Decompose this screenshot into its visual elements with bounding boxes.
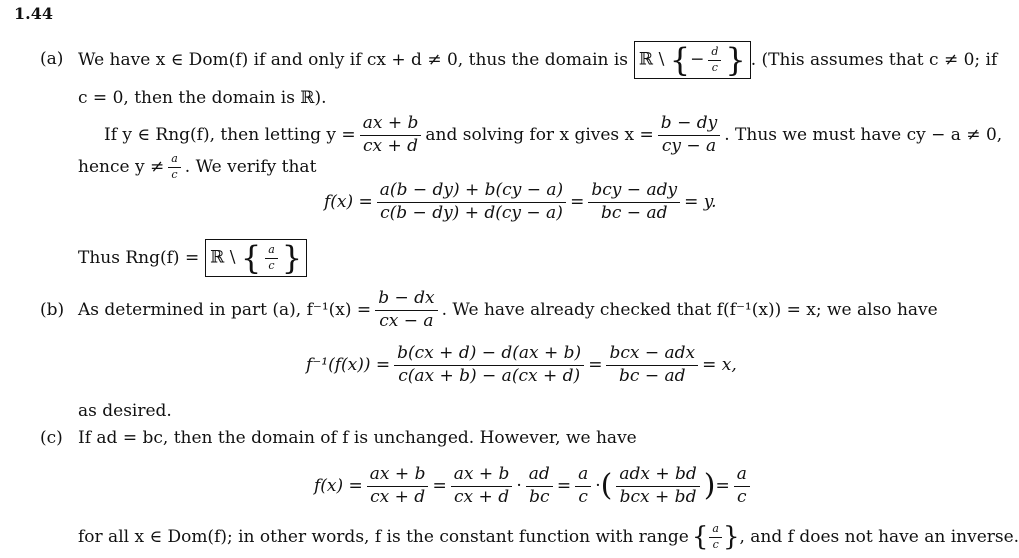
part-a-line4 bbox=[78, 151, 317, 181]
part-b-equation bbox=[306, 340, 737, 390]
left-brace: { bbox=[669, 41, 691, 79]
line3-mid: and solving for x gives x = bbox=[425, 125, 654, 145]
left-paren: ( bbox=[600, 468, 613, 503]
part-b-closing: as desired. bbox=[78, 401, 172, 421]
part-a-label: (a) bbox=[40, 49, 64, 69]
eq-lhs: f⁻¹(f(x)) = bbox=[306, 355, 391, 375]
eq-lhs: f(x) = bbox=[314, 476, 363, 496]
eq-tail: = y. bbox=[684, 192, 717, 212]
domain-fraction: $\frac{d}{c}$ bbox=[708, 46, 721, 74]
closing-fraction: $\frac{a}{c}$ bbox=[709, 523, 722, 551]
left-brace: { bbox=[691, 522, 709, 552]
right-brace: } bbox=[722, 522, 740, 552]
part-c-label: (c) bbox=[40, 428, 63, 448]
problem-number: 1.44 bbox=[14, 4, 53, 23]
part-b-label: (b) bbox=[40, 300, 65, 320]
part-a-line1-tail: . (This assumes that c ≠ 0; if bbox=[750, 50, 998, 70]
dot-1: · bbox=[516, 476, 522, 496]
line4-tail: . We verify that bbox=[184, 157, 317, 177]
left-brace: { bbox=[240, 239, 262, 277]
range-pre: Thus Rng(f) = bbox=[78, 248, 200, 268]
eq-fraction-1: $\frac{b(cx + d) - d(ax + b)}{c(ax + b) - a(cx + d)}$ bbox=[394, 344, 584, 386]
eq-fraction-2: $\frac{\text{bcy − ady}}{bc - ad}$ bbox=[588, 181, 680, 223]
part-b-line1 bbox=[78, 287, 938, 333]
c-fraction-4: $\frac{a}{c}$ bbox=[575, 465, 591, 507]
line4-pre: hence y ≠ bbox=[78, 157, 165, 177]
part-c-equation bbox=[314, 460, 754, 512]
part-a-line3 bbox=[104, 110, 1002, 160]
c-fraction-3: $\frac{ad}{bc}$ bbox=[526, 465, 553, 507]
eq-equals-2: = bbox=[556, 476, 572, 496]
right-paren: ) bbox=[703, 468, 716, 503]
part-c-closing bbox=[78, 521, 1019, 553]
range-fraction: $\frac{a}{c}$ bbox=[265, 244, 278, 272]
eq-equals-1: = bbox=[432, 476, 447, 496]
right-brace: } bbox=[281, 239, 303, 277]
eq-equals-3: = bbox=[715, 476, 730, 496]
part-b-tail: . We have already checked that f(f⁻¹(x)) = x; we also have bbox=[441, 300, 938, 320]
a-over-c-fraction: $\frac{a}{c}$ bbox=[168, 153, 181, 181]
right-brace: } bbox=[725, 41, 746, 79]
c-fraction-1: $\frac{ax + b}{cx + d}$ bbox=[367, 465, 429, 507]
c-fraction-5: $\frac{\text{adx + bd}}{\text{bcx + bd}}$ bbox=[616, 465, 699, 507]
closing-tail: , and f does not have an inverse. bbox=[739, 527, 1019, 547]
part-a-line2: c = 0, then the domain is ℝ). bbox=[78, 88, 327, 108]
eq-equals: = bbox=[570, 192, 585, 212]
eq-fraction-1: $\frac{a(b - dy) + b(cy - a)}{c(b - dy) + d(cy - a)}$ bbox=[377, 181, 566, 223]
range-prefix: ℝ \ bbox=[210, 247, 236, 268]
part-b-pre: As determined in part (a), f⁻¹(x) = bbox=[78, 300, 372, 320]
eq-lhs: f(x) = bbox=[324, 192, 373, 212]
c-fraction-2: $\frac{ax + b}{cx + d}$ bbox=[451, 465, 513, 507]
c-fraction-6: $\frac{a}{c}$ bbox=[734, 465, 750, 507]
domain-prefix: ℝ \ bbox=[639, 49, 665, 70]
eq-tail: = x, bbox=[702, 355, 737, 375]
part-a-equation bbox=[324, 176, 716, 228]
x-fraction: $\frac{b - dy}{cy - a}$ bbox=[658, 114, 720, 156]
closing-pre: for all x ∈ Dom(f); in other words, f is the constant function with range bbox=[78, 527, 689, 547]
part-c-line1: If ad = bc, then the domain of f is unchanged. However, we have bbox=[78, 428, 637, 448]
y-fraction: $\frac{ax + b}{cx + d}$ bbox=[360, 114, 422, 156]
eq-fraction-2: $\frac{\text{bcx − adx}}{bc - ad}$ bbox=[606, 344, 698, 386]
eq-equals: = bbox=[588, 355, 603, 375]
part-a-line1 bbox=[78, 38, 997, 82]
inverse-fraction: $\frac{b - dx}{cx - a}$ bbox=[375, 289, 437, 331]
domain-answer-box: ℝ \ {− $\frac{d}{c}$ } bbox=[634, 41, 751, 79]
line3-tail: . Thus we must have cy − a ≠ 0, bbox=[724, 125, 1003, 145]
part-a-range bbox=[78, 236, 307, 280]
range-answer-box bbox=[205, 239, 307, 277]
line3-pre: If y ∈ Rng(f), then letting y = bbox=[104, 125, 356, 145]
dot-2: · bbox=[595, 476, 601, 496]
part-a-line1-text: We have x ∈ Dom(f) if and only if cx + d ≠ 0, thus the domain is bbox=[78, 50, 629, 70]
